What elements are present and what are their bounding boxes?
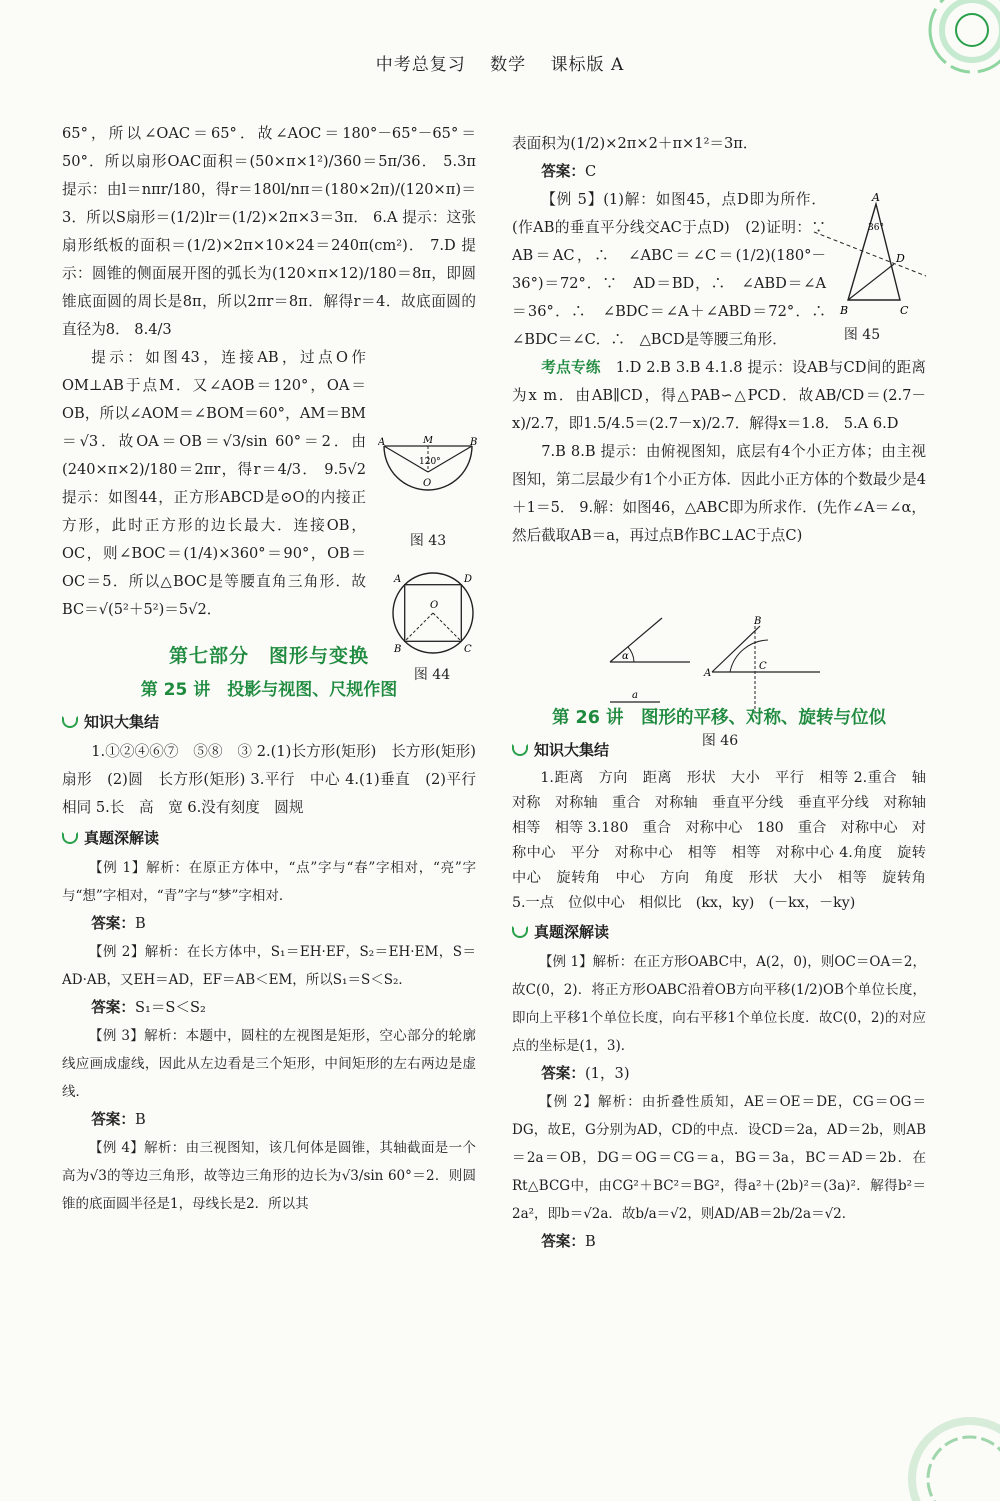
ring-icon (62, 832, 78, 844)
exercise-answers: 考点专练 1.D 2.B 3.B 4.1.8 提示：设AB与CD间的距离为x m．由AB∥CD，得△PAB∽△PCD．故AB/CD＝(2.7－x)/2.7，即1.5/4.5＝(2.7－x)/2.7．解得x＝1.8． 5.A 6.D (512, 359, 926, 432)
example-2: 【例 2】解析：在长方体中，S₁＝EH·EF，S₂＝EH·EM，S＝AD·AB，又EH＝AD，EF＝AB＜EM，所以S₁＝S＜S₂． (62, 944, 476, 988)
figure-44-caption: 图 44 (413, 667, 451, 683)
svg-text:M: M (423, 436, 434, 446)
figure-45-diagram (808, 192, 938, 322)
figure-44-diagram (388, 568, 478, 658)
lec26-example-2-answer: 答案：B (541, 1233, 596, 1250)
figure-43-diagram (378, 436, 478, 526)
example-1: 【例 1】解析：在原正方体中，“点”字与“春”字相对，“亮”字与“想”字相对，“青”字与“梦”字相对． (62, 860, 476, 904)
svg-text:D: D (464, 574, 473, 585)
svg-text:B: B (470, 437, 478, 448)
section-real-questions-26: 真题深解读 (512, 918, 926, 946)
svg-text:α: α (622, 651, 629, 662)
page-header (0, 50, 1000, 75)
corner-logo-decoration-icon (820, 1351, 1000, 1501)
svg-text:A: A (394, 574, 402, 585)
figure-46-caption: 图 46 (701, 733, 739, 749)
knowledge-answers-26: 1.距离 方向 距离 形状 大小 平行 相等 2.重合 轴对称 对称轴 重合 对称轴 垂直平分线 垂直平分线 对称轴 相等 相等 3.180 重合 对称中心 180 重合 对称中心 对称中心 平分 对称中心 相等 相等 对称中心 4.角度 旋转中心 旋转角 中心 方向 角度 形状 大小 相等 旋转角 5.一点 位似中心 相似比 (kx，ky) (－kx，－ky) (512, 770, 941, 911)
figure-46-diagram (600, 612, 830, 722)
section-knowledge-26: 知识大集结 (512, 736, 926, 764)
svg-text:C: C (900, 304, 909, 317)
svg-text:B: B (840, 304, 849, 317)
example-4-continued: 表面积为(1/2)×2π×2＋π×1²＝3π． (512, 135, 758, 152)
example-2-answer: 答案：S₁＝S＜S₂ (91, 999, 206, 1016)
svg-text:C: C (464, 644, 472, 655)
svg-text:B: B (754, 616, 762, 627)
header-subject: 数学 (490, 55, 527, 75)
left-answers-text: 65°，所以∠OAC＝65°．故∠AOC＝180°－65°－65°＝50°．所以扇形OAC面积＝(50×π×1²)/360＝5π/36． 5.3π 提示：由l＝nπr/180，得r＝180l/nπ＝(180×2π)/(120×π)＝3．所以S扇形＝(1/2)lr＝(1/2)×2π×3＝3π． 6.A 提示：这张扇形纸板的面积＝(1/2)×2π×10×24＝240π(cm²)． 7.D 提示：圆锥的侧面展开图的弧长为(120×π×12)/180＝8π，即圆锥底面圆的周长是8π，所以2πr＝8π．解得r＝4．故底面圆的直径为8． 8.4/3 (62, 125, 476, 338)
section-knowledge: 知识大集结 (62, 708, 476, 736)
svg-text:D: D (896, 252, 905, 265)
section-real-questions: 真题深解读 (62, 824, 476, 852)
svg-text:A: A (378, 437, 386, 448)
header-book: 中考总复习 (375, 55, 466, 75)
svg-text:120°: 120° (419, 457, 441, 467)
example-3: 【例 3】解析：本题中，圆柱的左视图是矩形，空心部分的轮廓线应画成虚线，因此从左边看是三个矩形，中间矩形的左右两边是虚线． (62, 1028, 476, 1100)
svg-text:O: O (430, 600, 439, 611)
svg-text:B: B (394, 644, 402, 655)
example-1-answer: 答案：B (91, 915, 146, 932)
svg-text:O: O (423, 478, 432, 489)
svg-text:a: a (632, 690, 638, 701)
part-title: 第七部分 图形与变换 (168, 645, 369, 667)
lec26-example-1: 【例 1】解析：在正方形OABC中，A(2，0)，则OC＝OA＝2，故C(0，2)．将正方形OABC沿着OB方向平移(1/2)OB个单位长度，即向上平移1个单位长度，向右平移1个单位长度．故C(0，2)的对应点的坐标是(1，3)． (512, 954, 926, 1054)
lecture-26-title: 第 26 讲 图形的平移、对称、旋转与位似 (551, 708, 887, 728)
svg-text:C: C (759, 661, 767, 672)
example-3-answer: 答案：B (91, 1111, 146, 1128)
figure-43-caption: 图 43 (409, 533, 447, 549)
lec26-example-2: 【例 2】解析：由折叠性质知，AE＝OE＝DE，CG＝OG＝DG，故E，G分别为AD，CD的中点．设CD＝2a，AD＝2b，则AB＝2a＝OB，DG＝OG＝CG＝a，BG＝3a，BC＝AD＝2b．在Rt△BCG中，由CG²＋BC²＝BG²，得a²＋(2b)²＝(3a)²．解得b²＝2a²，即b＝√2a．故b/a＝√2，则AD/AB＝2b/2a＝√2． (512, 1094, 926, 1222)
ring-icon (512, 744, 528, 756)
ring-icon (62, 716, 78, 728)
svg-text:36°: 36° (868, 223, 884, 233)
svg-text:A: A (704, 668, 712, 679)
lec26-example-1-answer: 答案：(1，3) (541, 1065, 630, 1082)
header-edition: 课标版 A (550, 55, 625, 75)
left-hint-text: 提示：如图43，连接AB，过点O作OM⊥AB于点M．又∠AOB＝120°，OA＝OB，所以∠AOM＝∠BOM＝60°，AM＝BM＝√3．故OA＝OB＝√3/sin 60°＝2．由(240×π×2)/180＝2πr，得r＝4/3． 9.5√2 提示：如图44，正方形ABCD是⊙O的内接正方形，此时正方形的边长最大．连接OB，OC，则∠BOC＝(1/4)×360°＝90°，OB＝OC＝5．所以△BOC是等腰直角三角形．故BC＝√(5²＋5²)＝5√2． (62, 349, 366, 618)
exercise-answers-2: 7.B 8.B 提示：由俯视图知，底层有4个小正方体；由主视图知，第二层最少有1个小正方体．因此小正方体的个数最少是4＋1＝5． 9.解：如图46，△ABC即为所求作．(先作∠A＝∠α，然后截取AB＝a，再过点B作BC⊥AC于点C) (512, 443, 926, 544)
svg-text:A: A (872, 192, 880, 204)
ring-icon (512, 926, 528, 938)
example-5: 【例 5】(1)解：如图45，点D即为所作．(作AB的垂直平分线交AC于点D) (2)证明：∵ AB＝AC，∴ ∠ABC＝∠C＝(1/2)(180°－36°)＝72°．∵ AD＝BD，∴ ∠ABD＝∠A＝36°．∴ ∠BDC＝∠A＋∠ABD＝72°．∴ ∠BDC＝∠C．∴ △BCD是等腰三角形． (512, 191, 841, 348)
knowledge-answers: 1.①②④⑥⑦ ⑤⑧ ③ 2.(1)长方形(矩形) 长方形(矩形) 扇形 (2)圆 长方形(矩形) 3.平行 中心 4.(1)垂直 (2)平行 相同 5.长 高 宽 6.没有刻度 圆规 (62, 743, 491, 816)
example-4-answer: 答案：C (541, 163, 597, 180)
lecture-25-title: 第 25 讲 投影与视图、尺规作图 (140, 680, 398, 700)
figure-45-caption: 图 45 (843, 327, 881, 343)
exercise-label: 考点专练 (541, 359, 601, 376)
example-4: 【例 4】解析：由三视图知，该几何体是圆锥，其轴截面是一个高为√3的等边三角形，故等边三角形的边长为√3/sin 60°＝2．则圆锥的底面圆半径是1，母线长是2．所以其 (62, 1140, 476, 1212)
